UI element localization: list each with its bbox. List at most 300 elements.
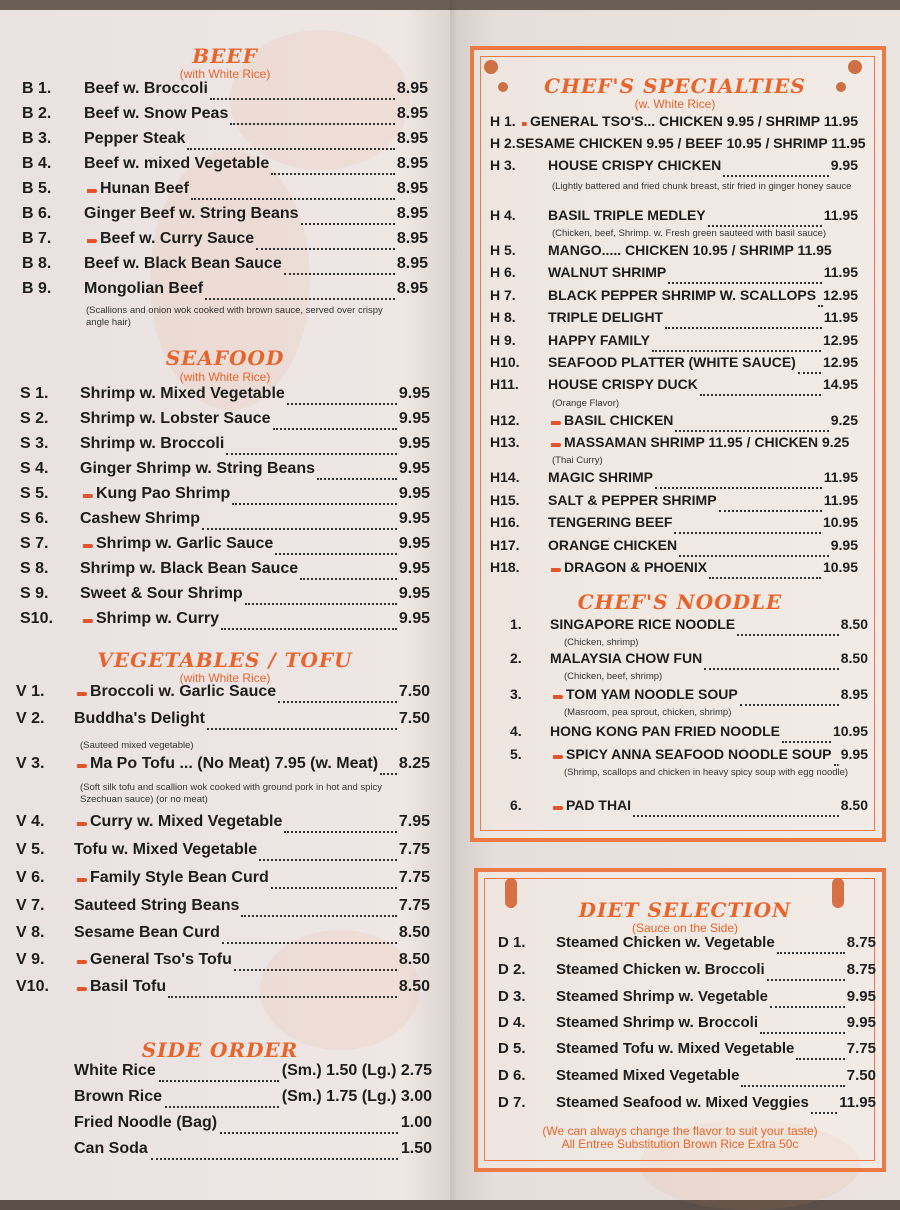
menu-item-row bbox=[510, 797, 868, 821]
menu-item-name: Beef w. Broccoli bbox=[84, 80, 208, 97]
menu-item-row bbox=[490, 376, 858, 400]
menu-item-note: (Masroom, pea sprout, chicken, shrimp) bbox=[564, 707, 732, 718]
menu-item-name: Sweet & Sour Shrimp bbox=[80, 585, 243, 602]
menu-item-code: H 4. bbox=[490, 207, 516, 223]
menu-item-row bbox=[490, 492, 858, 516]
menu-item-name: Tofu w. Mixed Vegetable bbox=[74, 841, 258, 858]
dot-leader bbox=[271, 173, 395, 175]
menu-item-price: 8.95 bbox=[396, 280, 428, 297]
menu-item-name: MASSAMAN SHRIMP 11.95 / CHICKEN 9.25 bbox=[564, 434, 850, 450]
menu-item-price: 9.95 bbox=[846, 988, 876, 1005]
menu-item-name: Basil Tofu bbox=[90, 978, 167, 995]
menu-item-row bbox=[498, 934, 876, 958]
menu-item-code: D 3. bbox=[498, 988, 526, 1005]
menu-item-name: Broccoli w. Garlic Sauce bbox=[90, 683, 277, 700]
menu-item-row bbox=[490, 514, 858, 538]
flower-decoration-icon bbox=[498, 82, 508, 92]
dot-leader bbox=[300, 578, 397, 580]
menu-item-row bbox=[22, 105, 428, 129]
dot-leader bbox=[222, 942, 397, 944]
menu-item-code: D 7. bbox=[498, 1094, 526, 1111]
dot-leader bbox=[782, 741, 831, 743]
menu-item-row bbox=[20, 410, 430, 434]
menu-item-name: Shrimp w. Mixed Vegetable bbox=[80, 385, 285, 402]
dot-leader bbox=[704, 668, 839, 670]
menu-item-name: Steamed Tofu w. Mixed Vegetable bbox=[556, 1040, 795, 1057]
spicy-chili-icon bbox=[553, 695, 563, 699]
menu-item-code: H 5. bbox=[490, 242, 516, 258]
menu-item-code: V 1. bbox=[16, 683, 45, 700]
dot-leader bbox=[259, 859, 397, 861]
menu-item-code: B 1. bbox=[22, 80, 52, 97]
menu-item-row bbox=[498, 1067, 876, 1091]
menu-item-row bbox=[22, 80, 428, 104]
menu-item-row bbox=[498, 1040, 876, 1064]
dot-leader bbox=[668, 282, 822, 284]
menu-item-code: H10. bbox=[490, 354, 520, 370]
menu-item-code: H11. bbox=[490, 376, 519, 392]
menu-item-code: H17. bbox=[490, 537, 520, 553]
menu-item-row bbox=[490, 412, 858, 436]
menu-item-row bbox=[16, 951, 430, 975]
menu-item-price: 11.95 bbox=[839, 1094, 876, 1111]
spicy-chili-icon bbox=[77, 822, 87, 826]
menu-item-row bbox=[22, 130, 428, 154]
menu-item-name: Steamed Mixed Vegetable bbox=[556, 1067, 740, 1084]
spicy-chili-icon bbox=[551, 421, 561, 425]
menu-item-row bbox=[16, 869, 430, 893]
menu-item-price: 9.95 bbox=[398, 585, 430, 602]
page-fold bbox=[450, 0, 458, 1200]
dot-leader bbox=[652, 350, 821, 352]
menu-item-name: MAGIC SHRIMP bbox=[548, 469, 653, 485]
dot-leader bbox=[191, 198, 395, 200]
menu-item-price: 8.95 bbox=[840, 686, 868, 702]
menu-item-name: Sesame Bean Curd bbox=[74, 924, 220, 941]
menu-item-code: H14. bbox=[490, 469, 520, 485]
menu-item-price: 9.95 bbox=[830, 157, 858, 173]
menu-item-code: S 5. bbox=[20, 485, 49, 502]
menu-item-price: 9.95 bbox=[398, 560, 430, 577]
menu-item-code: D 6. bbox=[498, 1067, 526, 1084]
menu-item-code: S 6. bbox=[20, 510, 49, 527]
menu-item-code: S 9. bbox=[20, 585, 49, 602]
dot-leader bbox=[159, 1080, 279, 1082]
flower-decoration-icon bbox=[484, 60, 498, 74]
menu-item-name: Steamed Chicken w. Broccoli bbox=[556, 961, 765, 978]
menu-item-price: 8.75 bbox=[846, 961, 876, 978]
menu-item-name: DRAGON & PHOENIX bbox=[564, 559, 708, 575]
menu-item-name: HAPPY FAMILY bbox=[548, 332, 650, 348]
menu-item-name: Family Style Bean Curd bbox=[90, 869, 269, 886]
dot-leader bbox=[207, 728, 397, 730]
spicy-chili-icon bbox=[551, 568, 561, 572]
menu-item-price: 9.95 bbox=[398, 510, 430, 527]
menu-item-code: V 7. bbox=[16, 897, 45, 914]
menu-item-code: V 4. bbox=[16, 813, 45, 830]
menu-item-code: V 8. bbox=[16, 924, 45, 941]
dot-leader bbox=[151, 1158, 398, 1160]
menu-item-name: ORANGE CHICKEN bbox=[548, 537, 678, 553]
dot-leader bbox=[770, 1006, 845, 1008]
dot-leader bbox=[834, 764, 839, 766]
menu-item-code: S10. bbox=[20, 610, 53, 627]
menu-item-row bbox=[16, 897, 430, 921]
flower-decoration-icon bbox=[848, 60, 862, 74]
chefs-h3-note: (Lightly battered and fried chunk breast, stir fried in ginger honey sauce bbox=[552, 181, 852, 192]
menu-item-name: MANGO..... CHICKEN 10.95 / SHRIMP 11.95 bbox=[548, 242, 832, 258]
side-order-row bbox=[74, 1062, 432, 1086]
dot-leader bbox=[301, 223, 395, 225]
menu-item-price: 9.95 bbox=[398, 610, 430, 627]
menu-item-code: H18. bbox=[490, 559, 520, 575]
menu-item-price: 9.95 bbox=[830, 537, 858, 553]
menu-item-code: S 1. bbox=[20, 385, 49, 402]
dot-leader bbox=[708, 225, 822, 227]
menu-item-code: H15. bbox=[490, 492, 520, 508]
menu-item-row bbox=[22, 255, 428, 279]
menu-item-price: 8.25 bbox=[398, 755, 430, 772]
menu-item-code: H12. bbox=[490, 412, 520, 428]
menu-item-row bbox=[490, 332, 858, 356]
menu-item-price: 11.95 bbox=[823, 207, 858, 223]
menu-item-price: 9.95 bbox=[398, 485, 430, 502]
menu-item-name: Mongolian Beef bbox=[84, 280, 204, 297]
menu-item-row bbox=[490, 135, 866, 159]
spicy-chili-icon bbox=[551, 443, 561, 447]
menu-item-name: Ma Po Tofu ... (No Meat) 7.95 (w. Meat) bbox=[90, 755, 379, 772]
menu-item-name: HONG KONG PAN FRIED NOODLE bbox=[550, 723, 780, 739]
dot-leader bbox=[256, 248, 395, 250]
chefs-h13-note: (Thai Curry) bbox=[552, 455, 603, 466]
menu-item-price: 9.95 bbox=[840, 746, 868, 762]
menu-item-name: General Tso's Tofu bbox=[90, 951, 232, 968]
menu-item-row bbox=[20, 485, 430, 509]
dot-leader bbox=[737, 634, 839, 636]
dot-leader bbox=[380, 773, 397, 775]
menu-item-row bbox=[22, 280, 428, 304]
menu-item-row bbox=[498, 961, 876, 985]
menu-item-name: BLACK PEPPER SHRIMP W. SCALLOPS bbox=[548, 287, 817, 303]
spicy-chili-icon bbox=[77, 987, 87, 991]
menu-item-price: 8.95 bbox=[396, 80, 428, 97]
menu-item-code: H 9. bbox=[490, 332, 516, 348]
menu-item-row bbox=[20, 460, 430, 484]
menu-item-price: 8.95 bbox=[396, 255, 428, 272]
dot-leader bbox=[665, 327, 822, 329]
menu-item-code: 2. bbox=[510, 650, 522, 666]
menu-item-row bbox=[20, 585, 430, 609]
dot-leader bbox=[210, 98, 395, 100]
menu-item-name: BASIL CHICKEN bbox=[564, 412, 674, 428]
menu-item-code: V 6. bbox=[16, 869, 45, 886]
dot-leader bbox=[273, 428, 397, 430]
dot-leader bbox=[709, 577, 821, 579]
menu-item-row bbox=[16, 924, 430, 948]
dot-leader bbox=[165, 1106, 279, 1108]
menu-item-code: V 3. bbox=[16, 755, 45, 772]
menu-item-code: B 9. bbox=[22, 280, 52, 297]
menu-item-row bbox=[490, 157, 858, 181]
menu-item-code: H 6. bbox=[490, 264, 516, 280]
menu-item-price: 8.50 bbox=[398, 924, 430, 941]
menu-item-name: Shrimp w. Broccoli bbox=[80, 435, 225, 452]
dot-leader bbox=[221, 628, 397, 630]
menu-item-name: Steamed Shrimp w. Vegetable bbox=[556, 988, 769, 1005]
menu-item-name: BASIL TRIPLE MEDLEY bbox=[548, 207, 706, 223]
menu-item-row bbox=[16, 978, 430, 1002]
menu-item-price: 9.95 bbox=[398, 435, 430, 452]
menu-item-row bbox=[490, 354, 858, 378]
chefs-specialties-subtitle: (w. White Rice) bbox=[634, 97, 716, 111]
menu-item-code: D 2. bbox=[498, 961, 526, 978]
menu-item-code: B 8. bbox=[22, 255, 52, 272]
menu-item-code: H16. bbox=[490, 514, 520, 530]
spicy-chili-icon bbox=[83, 544, 93, 548]
menu-item-name: SALT & PEPPER SHRIMP bbox=[548, 492, 717, 508]
menu-item-price: 9.25 bbox=[830, 412, 858, 428]
menu-item-code: H13. bbox=[490, 434, 520, 450]
menu-item-name: Shrimp w. Lobster Sauce bbox=[80, 410, 271, 427]
menu-item-price: 7.75 bbox=[398, 841, 430, 858]
vegetables-title: VEGETABLES / TOFU bbox=[97, 648, 353, 672]
menu-item-row bbox=[16, 841, 430, 865]
menu-item-price: 8.95 bbox=[396, 155, 428, 172]
menu-item-note: (Chicken, shrimp) bbox=[564, 637, 639, 648]
dot-leader bbox=[205, 298, 395, 300]
menu-item-name: SEAFOOD PLATTER (WHITE SAUCE) bbox=[548, 354, 796, 370]
flower-decoration-icon bbox=[836, 82, 846, 92]
spicy-chili-icon bbox=[553, 755, 563, 759]
chef-figure-icon bbox=[505, 878, 517, 908]
menu-item-row bbox=[490, 287, 858, 311]
menu-item-code: H 1. bbox=[490, 113, 516, 129]
spicy-chili-icon bbox=[83, 619, 93, 623]
menu-item-code: 4. bbox=[510, 723, 522, 739]
menu-item-code: B 5. bbox=[22, 180, 52, 197]
diet-footer-note-1: (We can always change the flavor to suit your taste) bbox=[542, 1124, 818, 1138]
menu-item-row bbox=[20, 535, 430, 559]
menu-item-name: HOUSE CRISPY CHICKEN bbox=[548, 157, 722, 173]
dot-leader bbox=[767, 979, 845, 981]
dot-leader bbox=[220, 1132, 398, 1134]
dot-leader bbox=[168, 996, 397, 998]
menu-item-price: 8.50 bbox=[398, 951, 430, 968]
menu-item-row bbox=[22, 205, 428, 229]
menu-item-price: 7.50 bbox=[398, 710, 430, 727]
menu-item-name: GENERAL TSO'S... CHICKEN 9.95 / SHRIMP 11.95 bbox=[529, 113, 858, 129]
spicy-chili-icon bbox=[87, 189, 97, 193]
menu-item-name: Steamed Shrimp w. Broccoli bbox=[556, 1014, 758, 1031]
dot-leader bbox=[234, 969, 397, 971]
seafood-title: SEAFOOD bbox=[165, 346, 285, 370]
menu-item-code: B 6. bbox=[22, 205, 52, 222]
menu-item-row bbox=[490, 264, 858, 288]
menu-item-price: 14.95 bbox=[822, 376, 858, 392]
menu-item-name: Shrimp w. Garlic Sauce bbox=[96, 535, 274, 552]
dot-leader bbox=[675, 430, 828, 432]
menu-item-row bbox=[498, 988, 876, 1012]
menu-item-row bbox=[22, 155, 428, 179]
menu-item-price: 12.95 bbox=[822, 354, 858, 370]
menu-item-row bbox=[490, 242, 858, 266]
side-order-price: 1.50 bbox=[400, 1140, 432, 1157]
menu-item-name: SINGAPORE RICE NOODLE bbox=[550, 616, 736, 632]
side-order-price: (Sm.) 1.50 (Lg.) 2.75 bbox=[281, 1062, 432, 1079]
spicy-chili-icon bbox=[77, 960, 87, 964]
menu-item-name: TRIPLE DELIGHT bbox=[548, 309, 664, 325]
menu-item-row bbox=[22, 230, 428, 254]
menu-item-price: 9.95 bbox=[398, 385, 430, 402]
menu-item-row bbox=[490, 559, 858, 583]
menu-item-name: HOUSE CRISPY DUCK bbox=[548, 376, 698, 392]
side-order-name: Can Soda bbox=[74, 1140, 148, 1157]
side-order-row bbox=[74, 1140, 432, 1164]
menu-item-price: 7.50 bbox=[398, 683, 430, 700]
menu-item-code: D 4. bbox=[498, 1014, 526, 1031]
menu-item-code: H 8. bbox=[490, 309, 516, 325]
menu-item-price: 11.95 bbox=[823, 264, 858, 280]
menu-item-code: D 5. bbox=[498, 1040, 526, 1057]
menu-item-row bbox=[16, 710, 430, 734]
side-order-price: (Sm.) 1.75 (Lg.) 3.00 bbox=[281, 1088, 432, 1105]
dot-leader bbox=[811, 1112, 837, 1114]
menu-item-price: 8.50 bbox=[840, 650, 868, 666]
menu-item-row bbox=[490, 309, 858, 333]
menu-item-price: 9.95 bbox=[846, 1014, 876, 1031]
menu-item-price: 11.95 bbox=[823, 469, 858, 485]
menu-item-code: S 3. bbox=[20, 435, 49, 452]
dot-leader bbox=[187, 148, 394, 150]
dot-leader bbox=[287, 403, 397, 405]
menu-item-code: B 7. bbox=[22, 230, 52, 247]
menu-item-note: (Shrimp, scallops and chicken in heavy spicy soup with egg noodle) bbox=[564, 767, 849, 778]
menu-item-name: SPICY ANNA SEAFOOD NOODLE SOUP bbox=[566, 746, 832, 762]
dot-leader bbox=[760, 1032, 845, 1034]
dot-leader bbox=[226, 453, 397, 455]
menu-item-row bbox=[498, 1094, 876, 1118]
dot-leader bbox=[230, 123, 395, 125]
dot-leader bbox=[741, 1085, 844, 1087]
menu-item-code: S 7. bbox=[20, 535, 49, 552]
menu-item-price: 9.95 bbox=[398, 410, 430, 427]
dot-leader bbox=[818, 305, 821, 307]
menu-item-row bbox=[490, 113, 858, 137]
dot-leader bbox=[796, 1058, 844, 1060]
menu-item-name: Ginger Shrimp w. String Beans bbox=[80, 460, 315, 477]
dot-leader bbox=[674, 532, 820, 534]
dot-leader bbox=[202, 528, 397, 530]
menu-item-name: Cashew Shrimp bbox=[80, 510, 201, 527]
menu-item-name: TOM YAM NOODLE SOUP bbox=[566, 686, 738, 702]
spicy-chili-icon bbox=[553, 806, 563, 810]
spicy-chili-icon bbox=[77, 878, 87, 882]
menu-item-name: SESAME CHICKEN 9.95 / BEEF 10.95 / SHRIMP 11.95 bbox=[515, 135, 866, 151]
menu-item-name: Steamed Chicken w. Vegetable bbox=[556, 934, 775, 951]
menu-item-row bbox=[20, 610, 430, 634]
menu-item-row bbox=[490, 469, 858, 493]
dot-leader bbox=[679, 555, 829, 557]
menu-item-name: Kung Pao Shrimp bbox=[96, 485, 231, 502]
vegetables-v2-note: (Sauteed mixed vegetable) bbox=[80, 740, 194, 751]
menu-item-name: Beef w. Snow Peas bbox=[84, 105, 229, 122]
menu-item-price: 8.50 bbox=[840, 797, 868, 813]
dot-leader bbox=[271, 887, 397, 889]
menu-item-name: MALAYSIA CHOW FUN bbox=[550, 650, 703, 666]
menu-item-price: 8.95 bbox=[396, 230, 428, 247]
dot-leader bbox=[284, 273, 395, 275]
menu-item-code: V 5. bbox=[16, 841, 45, 858]
menu-item-row bbox=[20, 560, 430, 584]
menu-item-name: Hunan Beef bbox=[100, 180, 189, 197]
menu-item-price: 7.75 bbox=[398, 869, 430, 886]
menu-item-price: 8.95 bbox=[396, 180, 428, 197]
menu-item-row bbox=[20, 435, 430, 459]
vegetables-v3-note: (Soft silk tofu and scallion wok cooked with ground pork in hot and spicy Szechuan sauce) (or no meat) bbox=[80, 782, 383, 805]
menu-item-name: Beef w. mixed Vegetable bbox=[84, 155, 270, 172]
diet-selection-subtitle: (Sauce on the Side) bbox=[631, 921, 739, 935]
side-order-row bbox=[74, 1114, 432, 1138]
chef-figure-icon bbox=[832, 878, 844, 908]
menu-item-code: S 2. bbox=[20, 410, 49, 427]
dot-leader bbox=[317, 478, 397, 480]
diet-selection-title: DIET SELECTION bbox=[578, 898, 792, 922]
menu-item-row bbox=[510, 723, 868, 747]
menu-item-name: TENGERING BEEF bbox=[548, 514, 673, 530]
menu-item-code: 3. bbox=[510, 686, 522, 702]
vegetables-subtitle: (with White Rice) bbox=[179, 671, 271, 685]
menu-item-code: D 1. bbox=[498, 934, 526, 951]
dot-leader bbox=[700, 394, 821, 396]
dot-leader bbox=[278, 701, 397, 703]
menu-item-code: V10. bbox=[16, 978, 49, 995]
chefs-h4-note: (Chicken, beef, Shrimp. w. Fresh green sauteed with basil sauce) bbox=[552, 228, 827, 239]
menu-item-code: V 2. bbox=[16, 710, 45, 727]
diet-footer-note-2: All Entree Substitution Brown Rice Extra 50c bbox=[561, 1137, 799, 1151]
menu-item-name: Beef w. Black Bean Sauce bbox=[84, 255, 282, 272]
menu-item-price: 7.75 bbox=[846, 1040, 876, 1057]
side-order-row bbox=[74, 1088, 432, 1112]
spicy-chili-icon bbox=[83, 494, 93, 498]
menu-item-name: Pepper Steak bbox=[84, 130, 186, 147]
menu-item-name: Shrimp w. Black Bean Sauce bbox=[80, 560, 299, 577]
menu-item-note: (Chicken, beef, shrimp) bbox=[564, 671, 663, 682]
spicy-chili-icon bbox=[77, 692, 87, 696]
dot-leader bbox=[655, 487, 822, 489]
menu-item-row bbox=[16, 683, 430, 707]
dot-leader bbox=[723, 175, 829, 177]
menu-item-price: 7.50 bbox=[846, 1067, 876, 1084]
seafood-subtitle: (with White Rice) bbox=[179, 370, 271, 384]
side-order-name: Brown Rice bbox=[74, 1088, 163, 1105]
menu-item-code: 1. bbox=[510, 616, 522, 632]
dot-leader bbox=[798, 372, 821, 374]
menu-item-price: 12.95 bbox=[822, 287, 858, 303]
menu-item-price: 7.95 bbox=[398, 813, 430, 830]
spicy-chili-icon bbox=[522, 122, 527, 126]
menu-item-row bbox=[498, 1014, 876, 1038]
spicy-chili-icon bbox=[87, 239, 97, 243]
menu-item-code: 5. bbox=[510, 746, 522, 762]
menu-item-price: 9.95 bbox=[398, 535, 430, 552]
beef-subtitle: (with White Rice) bbox=[179, 67, 271, 81]
menu-item-price: 9.95 bbox=[398, 460, 430, 477]
menu-item-name: Shrimp w. Curry bbox=[96, 610, 219, 627]
side-order-name: White Rice bbox=[74, 1062, 156, 1079]
menu-item-code: H 7. bbox=[490, 287, 516, 303]
menu-item-price: 10.95 bbox=[822, 514, 858, 530]
menu-item-row bbox=[20, 510, 430, 534]
